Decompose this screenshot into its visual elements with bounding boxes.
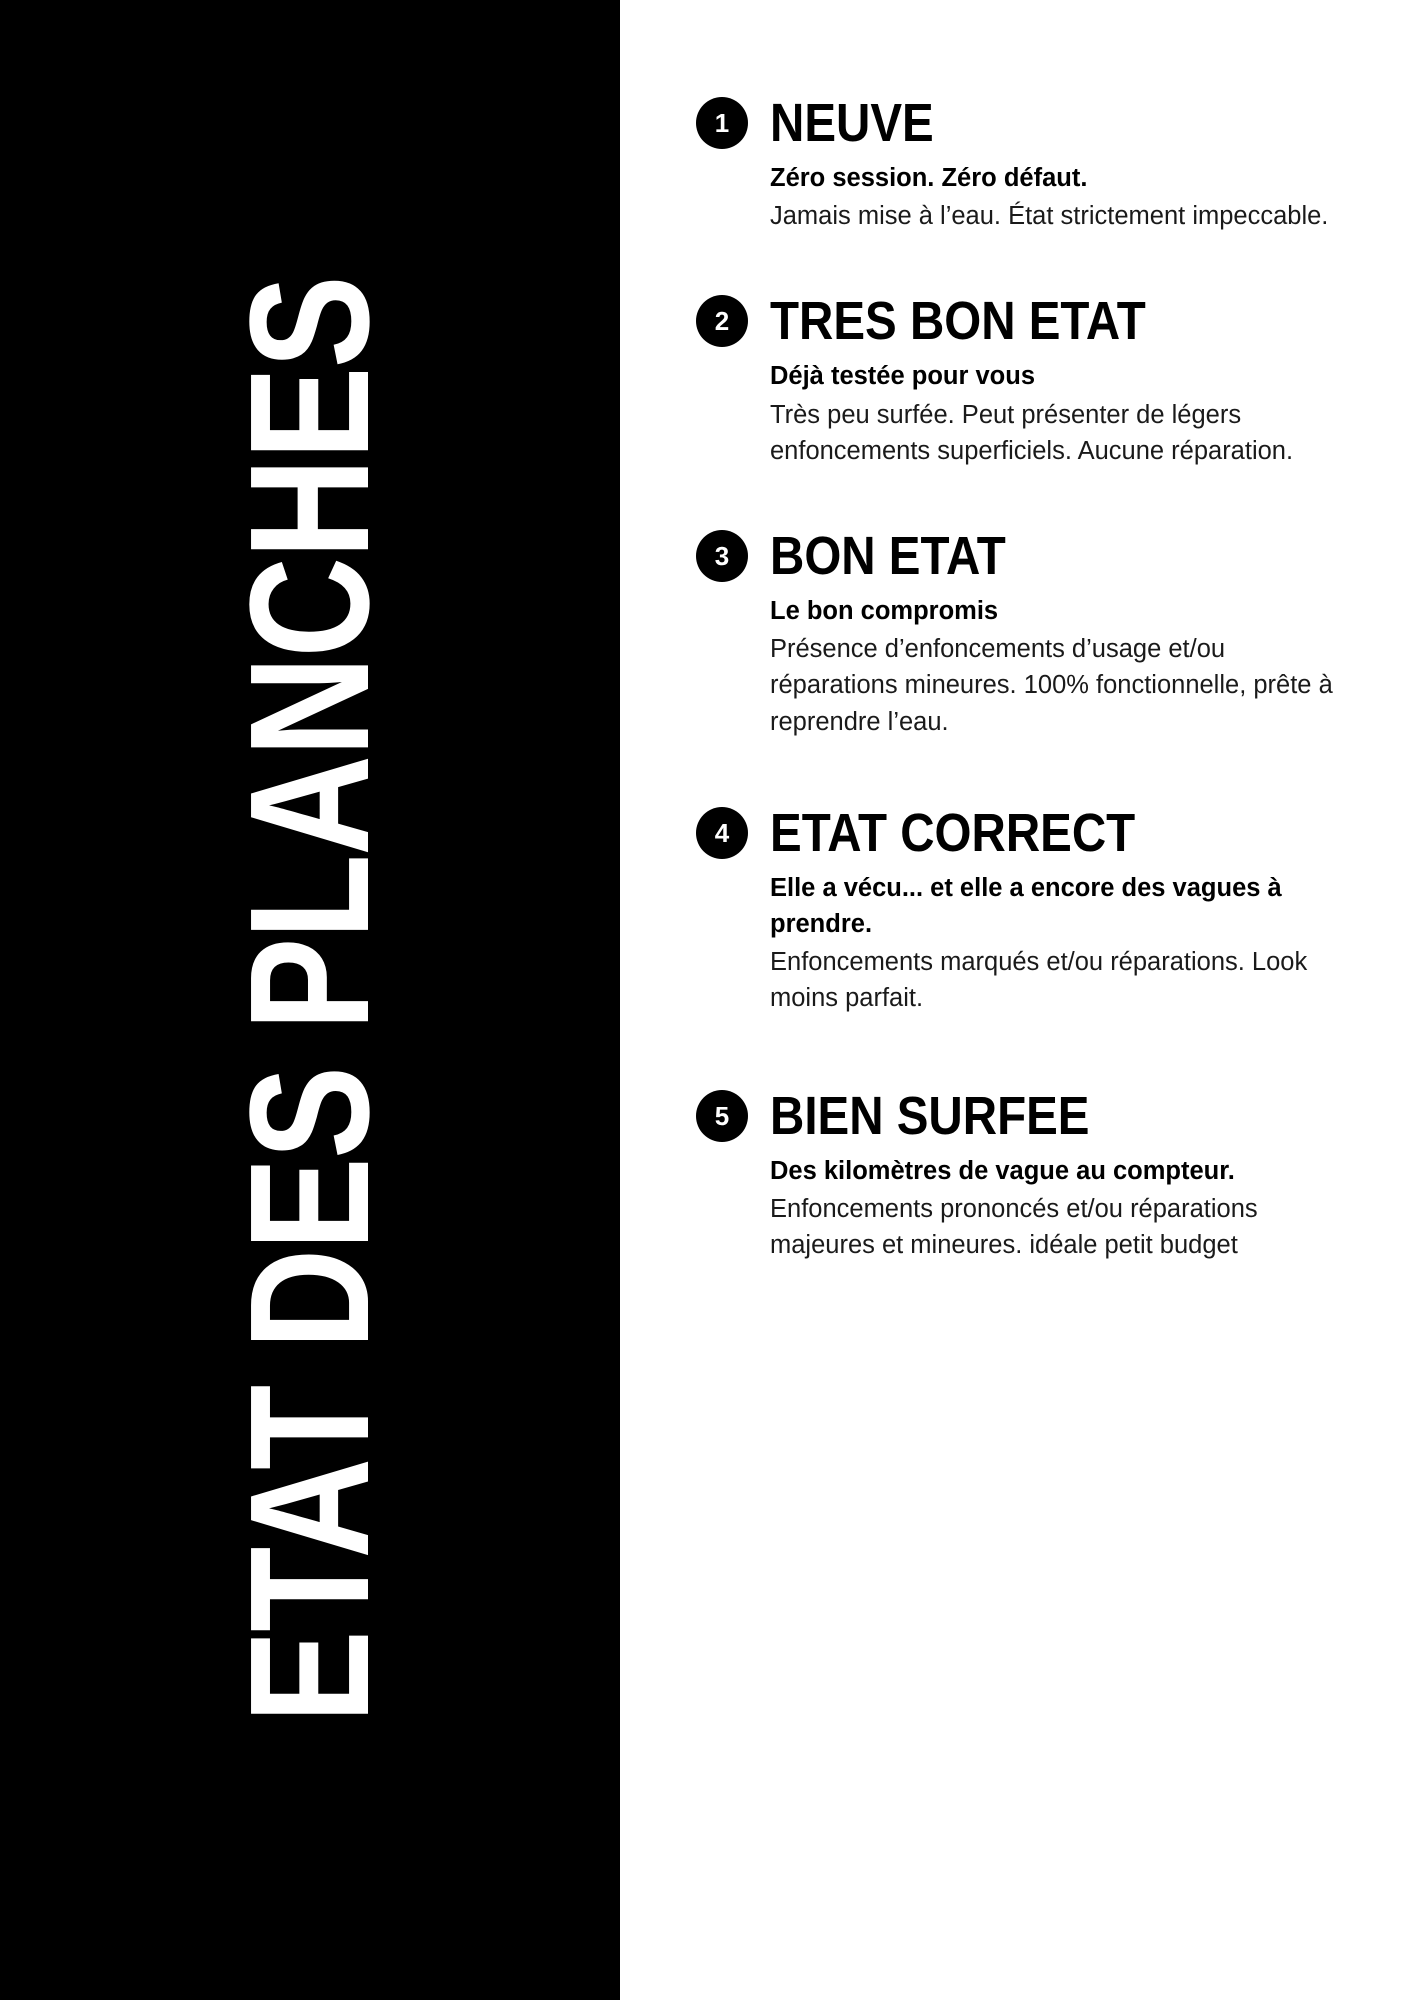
list-item [696,802,1354,1017]
item-description: Enfoncements marqués et/ou réparations. Look moins parfait. [770,948,1308,1013]
item-title: BIEN SURFEE [770,1085,1090,1146]
step-badge: 1 [696,97,748,149]
step-badge: 5 [696,1090,748,1142]
item-description: Très peu surfée. Peut présenter de légers enfoncements superficiels. Aucune réparation. [770,400,1294,465]
item-header [696,93,1354,153]
item-description: Enfoncements prononcés et/ou réparations majeures et mineures. idéale petit budget [770,1194,1258,1260]
item-lead: Zéro session. Zéro défaut. [770,164,1088,192]
vertical-title-container [0,0,620,2000]
poster-title-text: ETAT DES PLANCHES [215,276,405,1724]
left-black-panel [0,0,620,2000]
item-body [696,593,1354,740]
content-column [620,0,1414,2000]
item-body [696,160,1354,234]
item-body [696,358,1354,469]
poster-title [215,118,405,1882]
item-title: ETAT CORRECT [770,802,1136,863]
item-header [696,802,1354,863]
list-item [696,93,1354,234]
item-header [696,291,1354,352]
item-lead: Elle a vécu... et elle a encore des vagues à prendre. [770,873,1282,939]
item-header [696,1085,1354,1146]
item-lead: Des kilomètres de vague au compteur. [770,1156,1235,1185]
item-lead: Déjà testée pour vous [770,362,1035,391]
step-badge: 4 [696,807,748,859]
list-item [696,526,1354,740]
step-badge: 3 [696,530,748,582]
list-item [696,291,1354,469]
item-title: BON ETAT [770,526,1006,587]
item-description: Jamais mise à l’eau. État strictement impeccable. [770,202,1329,231]
item-title: TRES BON ETAT [770,291,1146,352]
list-item [696,1085,1354,1264]
item-description: Présence d’enfoncements d’usage et/ou réparations mineures. 100% fonctionnelle, prête à reprendre l’eau. [770,635,1333,736]
item-title: NEUVE [770,93,934,153]
item-body [696,870,1354,1017]
step-badge: 2 [696,295,748,347]
item-body [696,1153,1354,1264]
item-header [696,526,1354,587]
item-lead: Le bon compromis [770,597,999,626]
